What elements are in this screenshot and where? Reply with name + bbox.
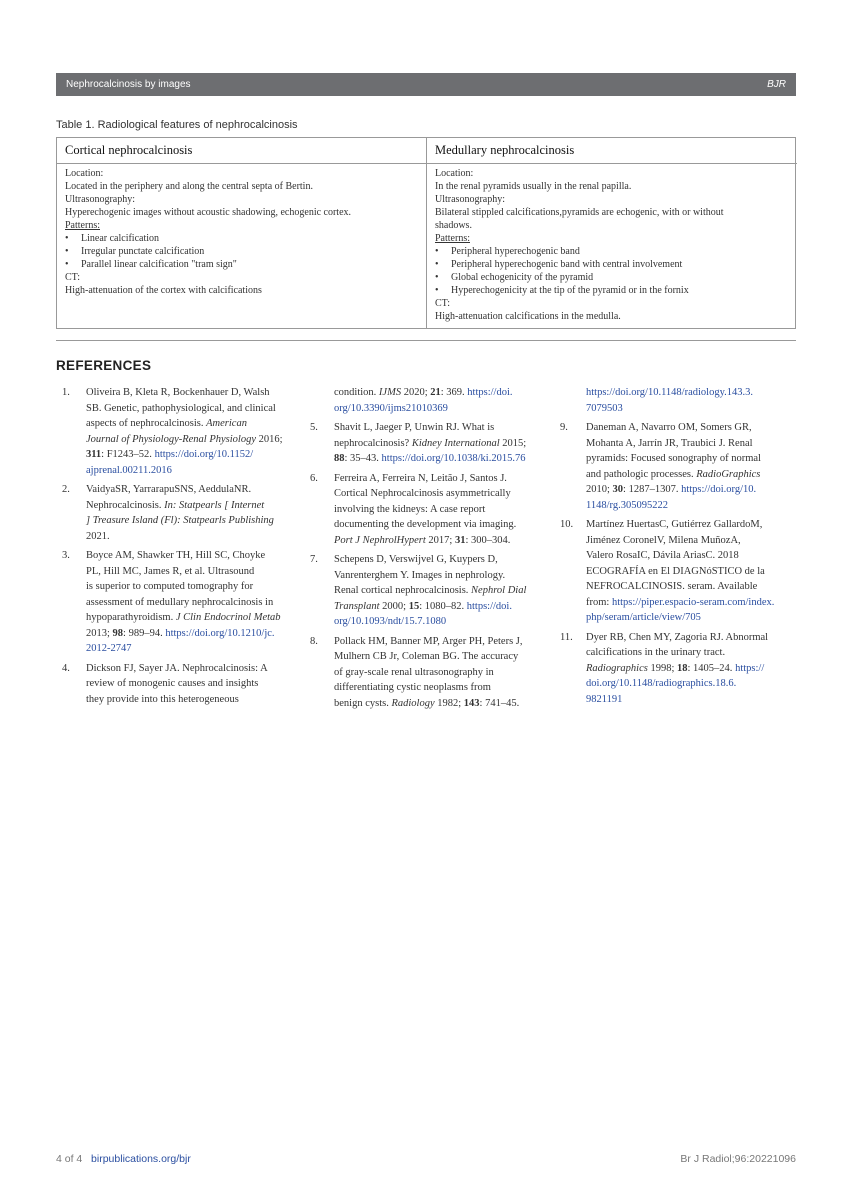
section-divider xyxy=(56,340,796,341)
pattern-item: • Parallel linear calcification "tram sign" xyxy=(65,258,418,271)
references-column-3 xyxy=(560,385,800,711)
table-heading-medullary: Medullary nephrocalcinosis xyxy=(427,138,797,164)
reference-item: 6. Ferreira A, Ferreira N, Leitão J, Santos J. Cortical Nephrocalcinosis asymmetrically involving the kidneys: A case report documenting the development via imaging. Port J NephrolHypert 2017; 31: 300–304. xyxy=(310,471,550,549)
running-header xyxy=(56,73,796,96)
reference-item: 11. Dyer RB, Chen MY, Zagoria RJ. Abnormal calcifications in the urinary tract. Radiographics 1998; 18: 1405–24. https:// doi.org/10.1148/radiographics.18.6. 9821191 xyxy=(560,630,800,708)
doi-link[interactable]: 2012-2747 xyxy=(86,643,132,654)
doi-link[interactable]: org/10.3390/ijms21010369 xyxy=(334,402,448,414)
ultrasonography-text: shadows. xyxy=(435,220,472,231)
pattern-item: • Linear calcification xyxy=(65,232,418,245)
ct-label: CT: xyxy=(435,298,451,309)
reference-item: 10. Martínez HuertasC, Gutiérrez GallardoM, Jiménez CoronelV, Milena MuñozA, Valero RosaIC, Dávila AriasC. 2018 ECOGRAFÍA en El DIAGNóSTICO de la NEFROCALCINOSIS. seram. Available from: https://piper.espacio-seram.com/index. php/seram/article/view/705 xyxy=(560,517,800,626)
doi-link[interactable]: https://doi.org/10.1152/ xyxy=(154,449,254,460)
references-heading: REFERENCES xyxy=(56,358,152,373)
doi-link[interactable]: 7079503 xyxy=(586,402,623,414)
patterns-label: Patterns: xyxy=(435,233,470,244)
doi-link[interactable]: https://doi.org/10. xyxy=(681,484,757,495)
ct-label: CT: xyxy=(65,272,81,283)
running-title: Nephrocalcinosis by images xyxy=(66,79,191,90)
table-caption: Table 1. Radiological features of nephrocalcinosis xyxy=(56,119,298,131)
reference-item: 2. VaidyaSR, YarrarapuSNS, AeddulaNR. Nephrocalcinosis. In: Statpearls [ Internet ] Treasure Island (Fl): Statpearls Publishing 2021. xyxy=(62,482,294,544)
reference-item: 3. Boyce AM, Shawker TH, Hill SC, Choyke PL, Hill MC, James R, et al. Ultrasound is superior to computed tomography for assessment of medullary nephrocalcinosis in hypoparathyroidism. J Clin Endocrinol Metab 2013; 98: 989–94. https://doi.org/10.1210/jc. 2012-2747 xyxy=(62,548,294,657)
references-column-2 xyxy=(310,385,550,715)
ultrasonography-label: Ultrasonography: xyxy=(65,194,135,205)
ultrasonography-label: Ultrasonography: xyxy=(435,194,505,205)
doi-link[interactable]: org/10.1093/ndt/15.7.1080 xyxy=(334,616,447,627)
url-link[interactable]: php/seram/article/view/705 xyxy=(586,612,701,623)
reference-number: 7. xyxy=(310,554,318,565)
reference-number: 2. xyxy=(62,484,70,495)
features-table xyxy=(56,137,796,329)
reference-number: 5. xyxy=(310,422,318,433)
references-column-1 xyxy=(62,385,294,711)
table-cell-medullary xyxy=(427,164,797,328)
doi-link[interactable]: https://doi. xyxy=(467,387,513,398)
ct-text: High-attenuation of the cortex with calcifications xyxy=(65,285,262,296)
reference-number: 8. xyxy=(310,635,318,647)
table-heading-cortical: Cortical nephrocalcinosis xyxy=(57,138,427,164)
pattern-item: • Hyperechogenicity at the tip of the pyramid or in the fornix xyxy=(435,284,789,297)
reference-item: 5. Shavit L, Jaeger P, Unwin RJ. What is nephrocalcinosis? Kidney International 2015; 88: 35–43. https://doi.org/10.1038/ki.2015.76 xyxy=(310,420,550,467)
location-label: Location: xyxy=(435,168,474,179)
footer-left xyxy=(56,1153,191,1165)
journal-site-link[interactable]: birpublications.org/bjr xyxy=(91,1153,191,1165)
pattern-item: • Peripheral hyperechogenic band xyxy=(435,245,789,258)
ct-text: High-attenuation calcifications in the medulla. xyxy=(435,311,621,322)
doi-link[interactable]: 9821191 xyxy=(586,693,623,705)
doi-link[interactable]: 1148/rg.305095222 xyxy=(586,499,668,511)
reference-item: 1. Oliveira B, Kleta R, Bockenhauer D, Walsh SB. Genetic, pathophysiological, and clinical aspects of nephrocalcinosis. American Journal of Physiology-Renal Physiology 2016; 311: F1243–52. https://doi.org/10.1152/ ajprenal.00211.2016 xyxy=(62,385,294,478)
page-number: 4 of 4 xyxy=(56,1153,83,1165)
doi-link[interactable]: https://doi. xyxy=(466,600,512,612)
location-text: Located in the periphery and along the central septa of Bertin. xyxy=(65,181,313,192)
reference-number: 3. xyxy=(62,550,70,561)
reference-number: 4. xyxy=(62,662,70,674)
location-label: Location: xyxy=(65,168,104,179)
pattern-item: • Peripheral hyperechogenic band with central involvement xyxy=(435,258,789,271)
doi-link[interactable]: https://doi.org/10.1148/radiology.143.3. xyxy=(586,387,754,398)
patterns-label: Patterns: xyxy=(65,220,100,231)
reference-item-continued: condition. IJMS 2020; 21: 369. https://doi. org/10.3390/ijms21010369 xyxy=(310,385,550,416)
doi-link[interactable]: https://doi.org/10.1210/jc. xyxy=(165,627,275,639)
reference-number: 1. xyxy=(62,387,70,398)
reference-item-continued xyxy=(560,385,800,416)
url-link[interactable]: https://piper.espacio-seram.com/index. xyxy=(611,596,775,608)
reference-number: 6. xyxy=(310,472,318,484)
pattern-item: • Global echogenicity of the pyramid xyxy=(435,271,789,284)
reference-number: 11. xyxy=(560,631,573,643)
doi-link[interactable]: ajprenal.00211.2016 xyxy=(86,464,172,476)
pattern-item: • Irregular punctate calcification xyxy=(65,245,418,258)
reference-item: 8. Pollack HM, Banner MP, Arger PH, Peters J, Mulhern CB Jr, Coleman BG. The accuracy of gray-scale renal ultrasonography in differentiating cystic neoplasms from benign cysts. Radiology 1982; 143: 741–45. xyxy=(310,634,550,712)
reference-item: 7. Schepens D, Verswijvel G, Kuypers D, Vanrenterghem Y. Images in nephrology. Renal cortical nephrocalcinosis. Nephrol Dial Transplant 2000; 15: 1080–82. https://doi. org/10.1093/ndt/15.7.1080 xyxy=(310,552,550,630)
ultrasonography-text: Bilateral stippled calcifications,pyramids are echogenic, with or without xyxy=(435,207,724,218)
reference-item: 9. Daneman A, Navarro OM, Somers GR, Mohanta A, Jarrín JR, Traubici J. Renal pyramids: Focused sonography of normal and pathologic processes. RadioGraphics 2010; 30: 1287–1307. https://doi.org/10. 1148/rg.305095222 xyxy=(560,420,800,513)
reference-number: 10. xyxy=(560,519,574,530)
doi-link[interactable]: https://doi.org/10.1038/ki.2015.76 xyxy=(381,453,526,464)
footer-citation: Br J Radiol;96:20221096 xyxy=(680,1153,796,1165)
reference-number: 9. xyxy=(560,422,568,433)
journal-name: BJR xyxy=(767,79,786,90)
doi-link[interactable]: doi.org/10.1148/radiographics.18.6. xyxy=(586,678,737,689)
doi-link[interactable]: https:// xyxy=(735,662,765,674)
table-cell-cortical xyxy=(57,164,427,328)
reference-item: 4. Dickson FJ, Sayer JA. Nephrocalcinosis: A review of monogenic causes and insights they provide into this heterogeneous xyxy=(62,661,294,708)
ultrasonography-text: Hyperechogenic images without acoustic shadowing, echogenic cortex. xyxy=(65,207,352,218)
location-text: In the renal pyramids usually in the renal papilla. xyxy=(435,181,632,192)
